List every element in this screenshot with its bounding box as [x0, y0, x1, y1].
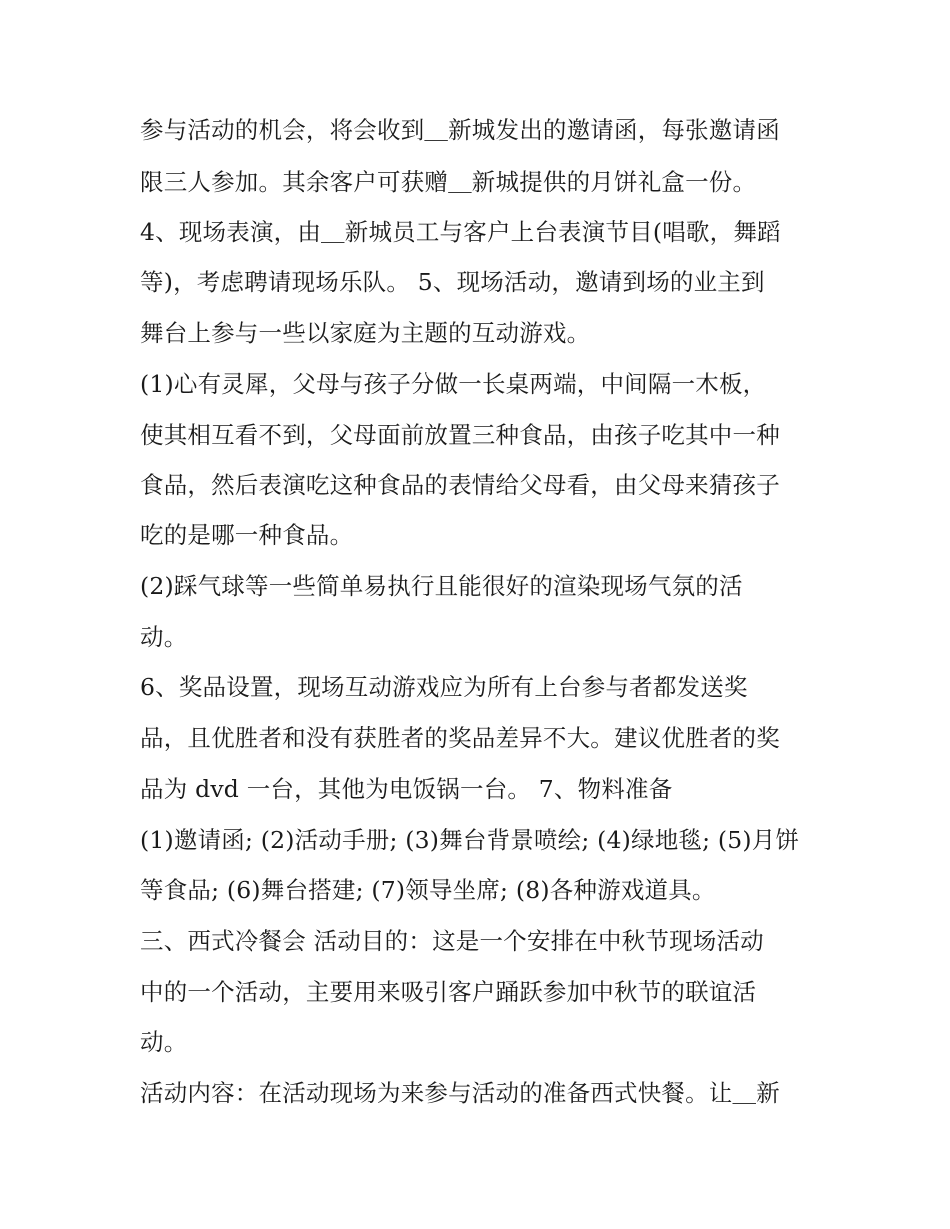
text-line: 动。	[140, 1028, 188, 1056]
text-line: 使其相互看不到，父母面前放置三种食品，由孩子吃其中一种	[140, 421, 780, 449]
text-line: 中的一个活动，主要用来吸引客户踊跃参加中秋节的联谊活	[140, 978, 757, 1006]
text-line: 动。	[140, 623, 188, 651]
text-line: 等)，考虑聘请现场乐队。 5、现场活动，邀请到场的业主到	[140, 268, 765, 296]
text-line: (1)邀请函; (2)活动手册; (3)舞台背景喷绘; (4)绿地毯; (5)月饼	[140, 826, 800, 854]
text-line: (2)踩气球等一些简单易执行且能很好的渲染现场气氛的活	[140, 572, 743, 600]
text-line: 限三人参加。其余客户可获赠＿新城提供的月饼礼盒一份。	[140, 168, 757, 196]
text-line: 品，且优胜者和没有获胜者的奖品差异不大。建议优胜者的奖	[140, 724, 780, 752]
text-line: 4、现场表演，由＿新城员工与客户上台表演节目(唱歌，舞蹈	[140, 218, 781, 246]
text-line: 活动内容：在活动现场为来参与活动的准备西式快餐。让＿新	[140, 1079, 780, 1107]
text-line: 等食品; (6)舞台搭建; (7)领导坐席; (8)各种游戏道具。	[140, 876, 716, 904]
text-line: (1)心有灵犀，父母与孩子分做一长桌两端，中间隔一木板，	[140, 370, 767, 398]
text-line: 品为 dvd 一台，其他为电饭锅一台。 7、物料准备	[140, 775, 673, 803]
text-line: 吃的是哪一种食品。	[140, 521, 354, 549]
text-line: 参与活动的机会，将会收到＿新城发出的邀请函，每张邀请函	[140, 116, 780, 144]
text-line: 6、奖品设置，现场互动游戏应为所有上台参与者都发送奖	[140, 673, 748, 701]
text-line: 食品，然后表演吃这种食品的表情给父母看，由父母来猜孩子	[140, 471, 780, 499]
text-line: 三、西式冷餐会 活动目的：这是一个安排在中秋节现场活动	[140, 927, 764, 955]
text-line: 舞台上参与一些以家庭为主题的互动游戏。	[140, 319, 591, 347]
